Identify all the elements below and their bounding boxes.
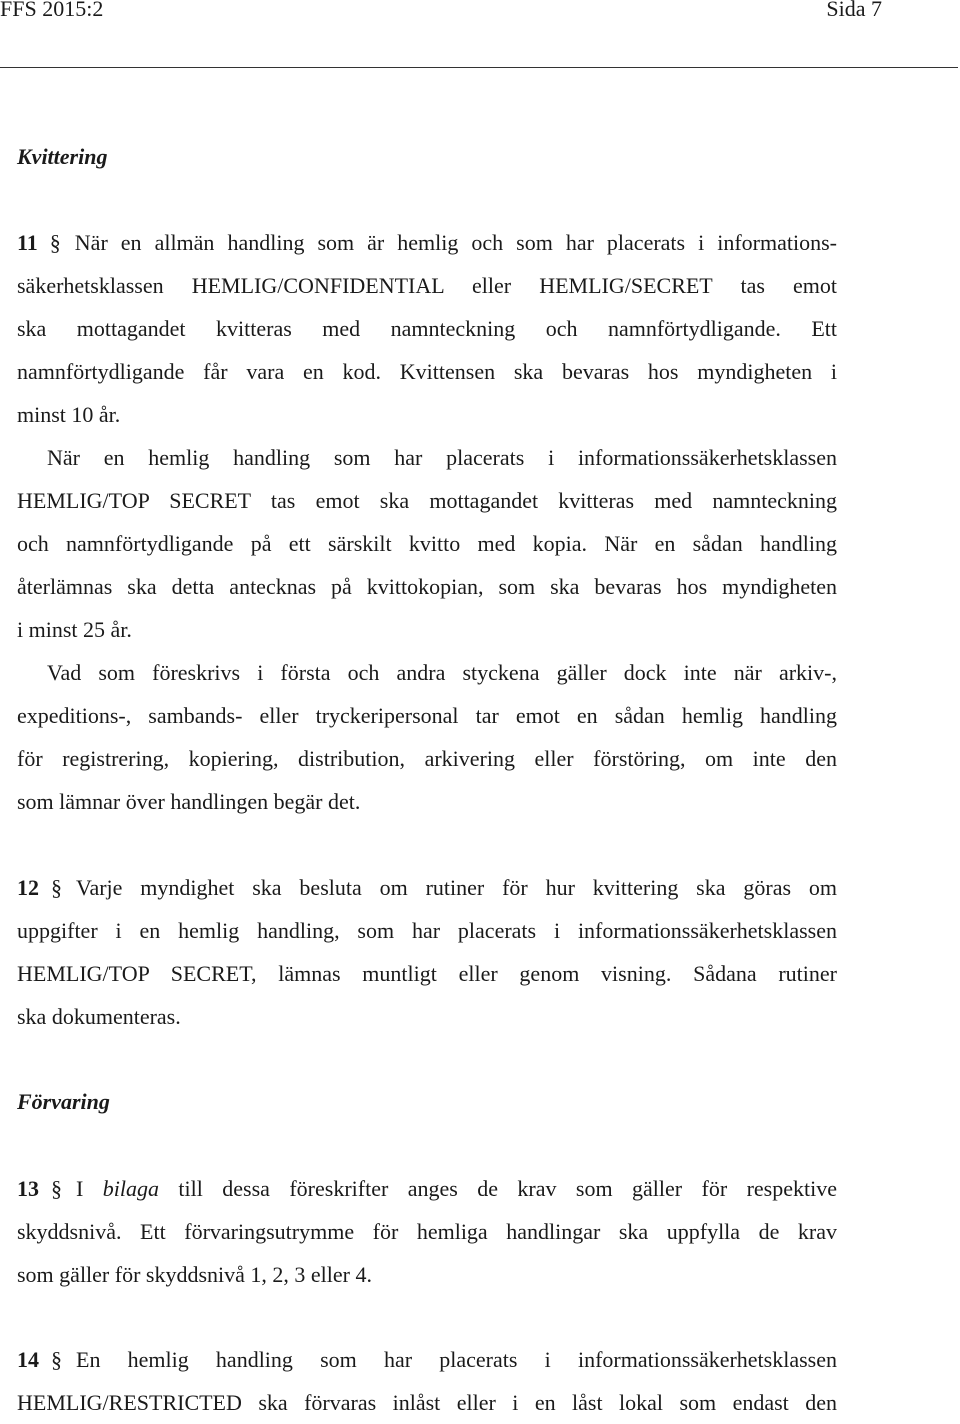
text-line	[17, 221, 837, 264]
text-span: I	[76, 1176, 84, 1201]
section-13	[17, 1167, 837, 1296]
text-line: ska mottagandet kvitteras med namnteckning och namnförtydligande. Ett	[17, 316, 837, 341]
section-sign: §	[49, 230, 61, 255]
header-rule	[0, 67, 958, 68]
header-left: FFS 2015:2	[0, 0, 104, 21]
section-number: 14	[17, 1347, 39, 1372]
text-line: minst 10 år.	[17, 402, 121, 427]
section-11	[17, 221, 837, 823]
text-line: skyddsnivå. Ett förvaringsutrymme för hemliga handlingar ska uppfylla de krav	[17, 1219, 837, 1244]
text-line: HEMLIG/RESTRICTED ska förvaras inlåst eller i en låst lokal som endast den	[17, 1390, 837, 1415]
heading-forvaring: Förvaring	[17, 1089, 110, 1114]
text-line	[17, 1338, 837, 1381]
text-line: säkerhetsklassen HEMLIG/CONFIDENTIAL eller HEMLIG/SECRET tas emot	[17, 273, 837, 298]
text-line: för registrering, kopiering, distribution, arkivering eller förstöring, om inte den	[17, 746, 837, 771]
text-line: namnförtydligande får vara en kod. Kvittensen ska bevaras hos myndigheten i	[17, 359, 837, 384]
section-14	[17, 1338, 837, 1424]
section-sign: §	[51, 875, 62, 900]
section-sign: §	[51, 1176, 62, 1201]
text-line: uppgifter i en hemlig handling, som har placerats i informationssäkerhetsklassen	[17, 918, 837, 943]
text-line	[17, 1167, 837, 1210]
text-line: HEMLIG/TOP SECRET, lämnas muntligt eller genom visning. Sådana rutiner	[17, 961, 837, 986]
section-12	[17, 866, 837, 1038]
text-line: ska dokumenteras.	[17, 1004, 181, 1029]
section-number: 12	[17, 875, 39, 900]
header-right: Sida 7	[826, 0, 882, 21]
section-sign: §	[51, 1347, 62, 1372]
section-number: 11	[17, 230, 38, 255]
text-line	[17, 866, 837, 909]
text-line: återlämnas ska detta antecknas på kvittokopian, som ska bevaras hos myndigheten	[17, 574, 837, 599]
text-line: och namnförtydligande på ett särskilt kvitto med kopia. När en sådan handling	[17, 531, 837, 556]
text-line: expeditions-, sambands- eller tryckeripersonal tar emot en sådan hemlig handling	[17, 703, 837, 728]
text-line: Vad som föreskrivs i första och andra styckena gäller dock inte när arkiv-,	[47, 660, 837, 685]
text-line: HEMLIG/TOP SECRET tas emot ska mottagandet kvitteras med namnteckning	[17, 488, 837, 513]
text-span: När en allmän handling som är hemlig och som har placerats i informations-	[74, 230, 837, 255]
text-line: som gäller för skyddsnivå 1, 2, 3 eller 4.	[17, 1262, 372, 1287]
text-span: till dessa föreskrifter anges de krav som gäller för respektive	[178, 1176, 837, 1201]
text-span: Varje myndighet ska besluta om rutiner för hur kvittering ska göras om	[76, 875, 837, 900]
text-line: i minst 25 år.	[17, 617, 132, 642]
section-number: 13	[17, 1176, 39, 1201]
text-line: När en hemlig handling som har placerats i informationssäkerhetsklassen	[47, 445, 837, 470]
link-bilaga: bilaga	[102, 1176, 159, 1201]
text-line: som lämnar över handlingen begär det.	[17, 789, 361, 814]
text-span: En hemlig handling som har placerats i informationssäkerhetsklassen	[76, 1347, 837, 1372]
heading-kvittering: Kvittering	[17, 144, 108, 169]
